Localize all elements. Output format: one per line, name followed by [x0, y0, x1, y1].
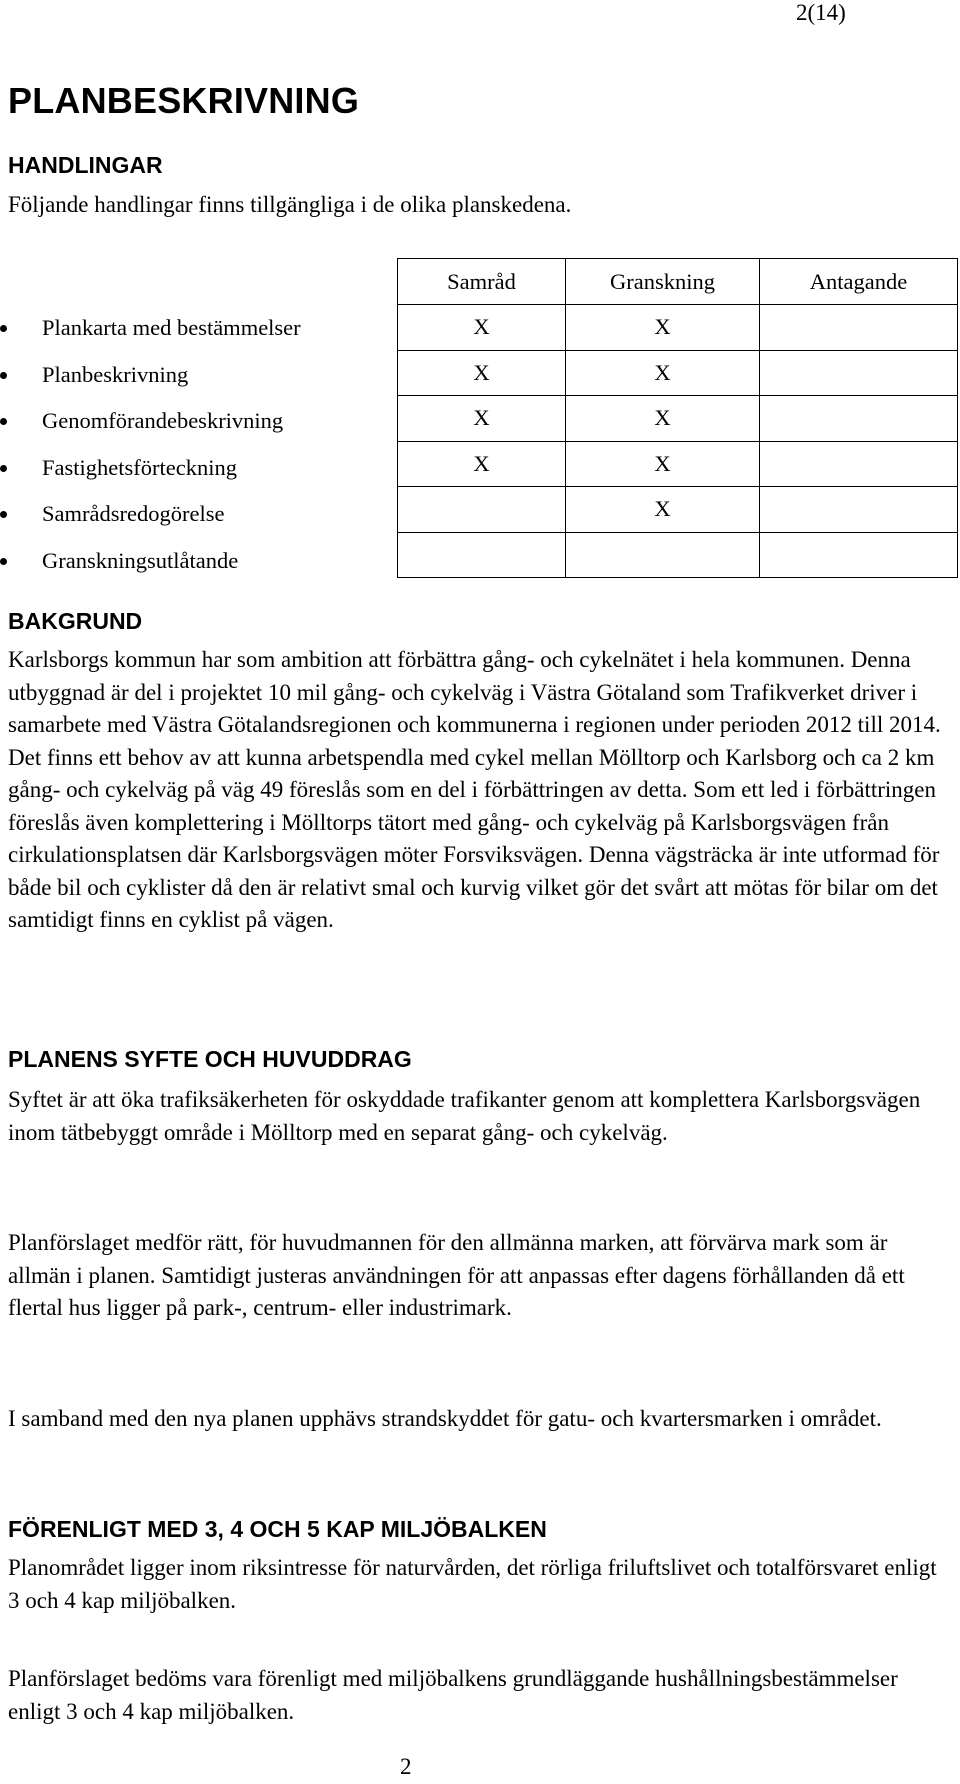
- bullet-icon: [0, 558, 7, 565]
- column-header-antagande: Antagande: [760, 259, 958, 305]
- table-cell: X: [398, 441, 566, 487]
- document-label: Fastighetsförteckning: [42, 454, 237, 480]
- document-list: [0, 312, 301, 591]
- list-item: [0, 498, 301, 545]
- section-heading-miljobalken: FÖRENLIGT MED 3, 4 OCH 5 KAP MILJÖBALKEN: [8, 1516, 547, 1542]
- table-header-row: [398, 259, 958, 305]
- bullet-icon: [0, 418, 7, 425]
- table-cell: [398, 532, 566, 578]
- table-row: [398, 487, 958, 533]
- table-cell: [760, 305, 958, 351]
- section-heading-bakgrund: BAKGRUND: [8, 608, 143, 634]
- table-cell: X: [398, 350, 566, 396]
- table-cell: X: [566, 305, 760, 351]
- page-number: 2: [400, 1754, 412, 1779]
- table-cell: [760, 532, 958, 578]
- table-row: [398, 350, 958, 396]
- table-cell: [760, 396, 958, 442]
- list-item: [0, 312, 301, 359]
- syfte-paragraph-3: I samband med den nya planen upphävs strandskyddet för gatu- och kvartersmarken i området.: [8, 1406, 882, 1431]
- list-item: [0, 359, 301, 406]
- handlingar-intro: Följande handlingar finns tillgängliga i de olika planskedena.: [8, 192, 572, 217]
- table-cell: X: [566, 487, 760, 533]
- table-cell: X: [398, 305, 566, 351]
- table-row: [398, 305, 958, 351]
- table-cell: X: [566, 350, 760, 396]
- bullet-icon: [0, 511, 7, 518]
- table-row: [398, 441, 958, 487]
- document-title: PLANBESKRIVNING: [8, 80, 360, 121]
- bakgrund-text: Karlsborgs kommun har som ambition att förbättra gång- och cykelnätet i hela kommunen. Denna utbyggnad är del i projektet 10 mil gång- och cykelväg i Västra Götaland som Trafikverket driver i samarbete med Västra Götalandsregionen och kommunerna i regionen under perioden 2012 till 2014. Det finns ett behov av att kunna arbetspendla med cykel mellan Mölltorp och Karlsborg och ca 2 km gång- och cykelväg på väg 49 föreslås som en del i förbättringen av detta. Som ett led i förbättringen föreslås även komplettering i Mölltorps tätort med gång- och cykelväg på Karlsborgsvägen från cirkulationsplatsen där Karlsborgsvägen möter Forsviksvägen. Denna vägsträcka är inte utformad för både bil och cyklister då den är relativt smal och kurvig vilket gör det svårt att mötas för bilar om det samtidigt finns en cyklist på vägen.: [8, 647, 941, 932]
- table-cell: X: [566, 396, 760, 442]
- syfte-paragraph-1: Syftet är att öka trafiksäkerheten för oskyddade trafikanter genom att komplettera Karlsborgsvägen inom tätbebyggt område i Mölltorp med en separat gång- och cykelväg.: [8, 1087, 921, 1145]
- syfte-paragraph-2: Planförslaget medför rätt, för huvudmannen för den allmänna marken, att förvärva mark som är allmän i planen. Samtidigt justeras användningen för att anpassas efter dagens förhållanden då ett flertal hus ligger på park-, centrum- eller industrimark.: [8, 1230, 905, 1320]
- document-label: Genomförandebeskrivning: [42, 408, 284, 433]
- table-row: [398, 396, 958, 442]
- table-cell: [760, 487, 958, 533]
- bullet-icon: [0, 372, 7, 379]
- list-item: [0, 545, 301, 592]
- document-label: Granskningsutlåtande: [42, 547, 239, 573]
- table-cell: X: [566, 441, 760, 487]
- miljobalken-paragraph-2: Planförslaget bedöms vara förenligt med miljöbalkens grundläggande hushållningsbestämmelser enligt 3 och 4 kap miljöbalken.: [8, 1666, 898, 1724]
- column-header-samrad: Samråd: [398, 259, 566, 305]
- list-item: [0, 405, 301, 452]
- table-cell: [566, 532, 760, 578]
- bullet-icon: [0, 325, 7, 332]
- page-counter: 2(14): [796, 0, 846, 25]
- section-heading-handlingar: HANDLINGAR: [8, 152, 163, 178]
- bullet-icon: [0, 465, 7, 472]
- table-cell: X: [398, 396, 566, 442]
- table-cell: [398, 487, 566, 533]
- column-header-granskning: Granskning: [566, 259, 760, 305]
- miljobalken-paragraph-1: Planområdet ligger inom riksintresse för naturvården, det rörliga friluftslivet och totalförsvaret enligt 3 och 4 kap miljöbalken.: [8, 1555, 937, 1613]
- document-label: Plankarta med bestämmelser: [42, 315, 301, 340]
- table-row: [398, 532, 958, 578]
- table-cell: [760, 441, 958, 487]
- section-heading-syfte: PLANENS SYFTE OCH HUVUDDRAG: [8, 1046, 412, 1072]
- document-label: Samrådsredogörelse: [42, 501, 225, 526]
- document-label: Planbeskrivning: [42, 361, 189, 387]
- table-cell: [760, 350, 958, 396]
- planning-stage-table: [397, 258, 958, 578]
- list-item: [0, 452, 301, 499]
